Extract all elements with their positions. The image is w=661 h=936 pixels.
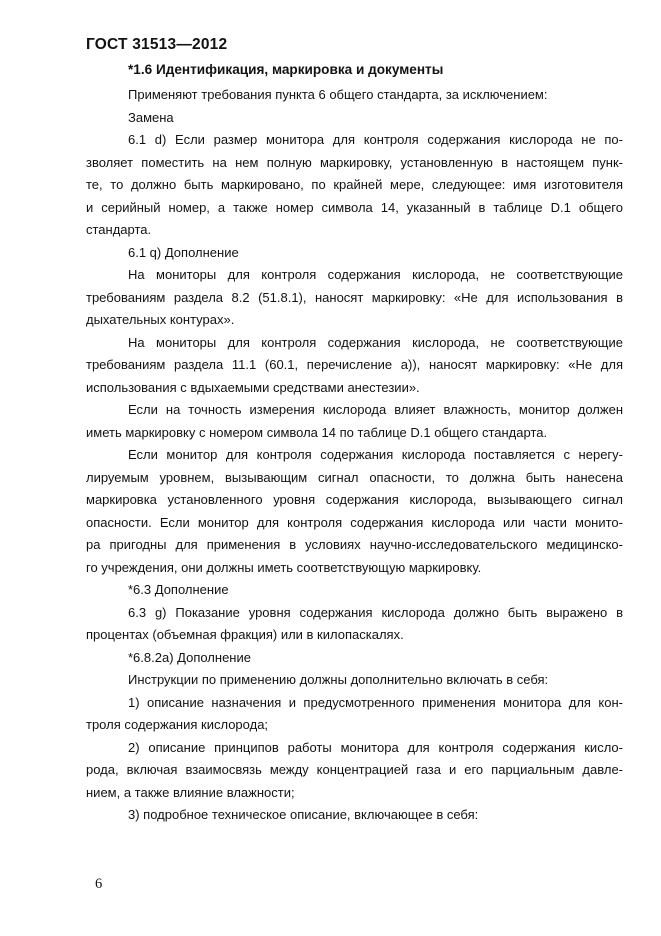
text-line: маркировка установленного уровня содержания кислорода, вызывающего сигнал — [86, 492, 623, 507]
paragraph — [86, 444, 623, 579]
text-line: ра пригодны для применения в условиях научно-исследовательского медицинско- — [86, 537, 623, 552]
paragraph — [86, 692, 623, 737]
text-line: дыхательных контурах». — [86, 312, 235, 327]
text-line: Если монитор для контроля содержания кислорода поставляется с нерегу- — [128, 447, 623, 462]
text-line: зволяет поместить на нем полную маркировку, установленную в настоящем пунк- — [86, 154, 623, 170]
text-line: 6.3 g) Показание уровня содержания кислорода должно быть выражено в — [128, 604, 623, 620]
text-line: Если на точность измерения кислорода влияет влажность, монитор должен — [128, 402, 623, 417]
section-heading: *1.6 Идентификация, маркировка и документы — [128, 62, 444, 77]
header-title: ГОСТ 31513—2012 — [86, 36, 228, 53]
paragraph — [86, 332, 623, 400]
text-line: использования с вдыхаемыми средствами анестезии». — [86, 379, 420, 395]
paragraph — [86, 399, 623, 444]
paragraph — [86, 107, 623, 130]
text-line: Замена — [128, 109, 174, 125]
text-line: 2) описание принципов работы монитора для контроля содержания кисло- — [128, 739, 623, 755]
paragraph — [86, 84, 623, 107]
paragraph — [86, 242, 623, 265]
paragraph — [86, 737, 623, 805]
text-line: 3) подробное техническое описание, включающее в себя: — [128, 807, 479, 822]
text-line: нием, а также влияние влажности; — [86, 784, 295, 800]
document-content — [86, 0, 623, 827]
text-line: На мониторы для контроля содержания кислорода, не соответствующие — [128, 334, 623, 350]
text-line: На мониторы для контроля содержания кислорода, не соответствующие — [128, 267, 623, 282]
paragraph — [86, 579, 623, 602]
paragraph — [86, 647, 623, 670]
text-line: го учреждения, они должны иметь соответствующую маркировку. — [86, 559, 482, 575]
text-line: требованиям раздела 11.1 (60.1, перечисление а)), наносят маркировку: «Не для — [86, 357, 623, 372]
text-line: стандарта. — [86, 222, 152, 237]
paragraph — [86, 129, 623, 242]
text-line: иметь маркировку с номером символа 14 по таблице D.1 общего стандарта. — [86, 424, 548, 440]
text-line: 1) описание назначения и предусмотренного применения монитора для кон- — [128, 694, 623, 710]
text-line: Применяют требования пункта 6 общего стандарта, за исключением: — [128, 87, 548, 102]
paragraph — [86, 804, 623, 827]
page-number: 6 — [95, 876, 103, 892]
text-line: лируемым уровнем, вызывающим сигнал опасности, то должна быть нанесена — [86, 469, 623, 485]
text-line: процентах (объемная фракция) или в килопаскалях. — [86, 627, 404, 642]
text-line: *6.8.2а) Дополнение — [128, 649, 251, 665]
text-line: 6.1 d) Если размер монитора для контроля содержания кислорода не по- — [128, 132, 623, 147]
body-text — [86, 84, 623, 827]
text-line: *6.3 Дополнение — [128, 582, 229, 597]
text-line: Инструкции по применению должны дополнительно включать в себя: — [128, 672, 549, 687]
paragraph — [86, 264, 623, 332]
text-line: рода, включая взаимосвязь между концентрацией газа и его парциальным давле- — [86, 762, 623, 777]
text-line: требованиям раздела 8.2 (51.8.1), наносят маркировку: «Не для использования в — [86, 289, 623, 305]
text-line: 6.1 q) Дополнение — [128, 244, 239, 260]
text-line: троля содержания кислорода; — [86, 717, 269, 732]
text-line: те, то должно быть маркировано, по крайней мере, следующее: имя изготовителя — [86, 177, 623, 192]
paragraph — [86, 602, 623, 647]
paragraph — [86, 669, 623, 692]
text-line: и серийный номер, а также номер символа 14, указанный в таблице D.1 общего — [86, 199, 623, 215]
text-line: опасности. Если монитор для контроля содержания кислорода или части монито- — [86, 514, 623, 530]
